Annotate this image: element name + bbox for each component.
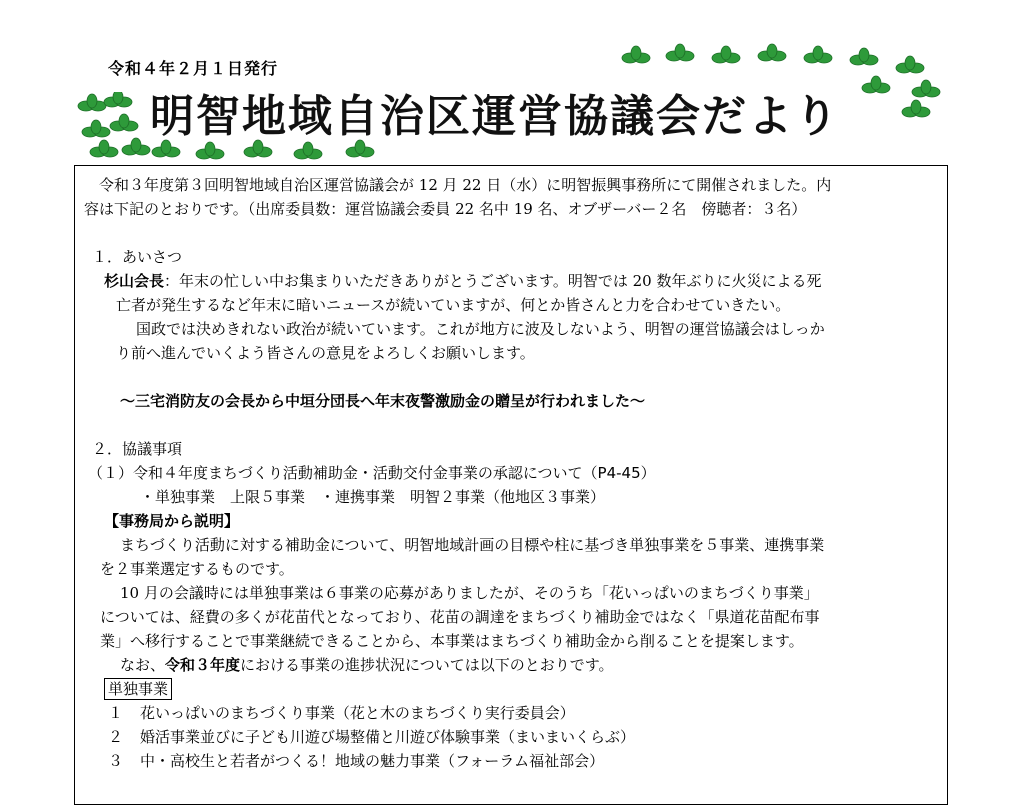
explain-line: まちづくり活動に対する補助金について、明智地域計画の目標や柱に基づき単独事業を５事業、連携事業 [120,536,825,554]
explain-line: 業」へ移行することで事業継続できることから、本事業はまちづくり補助金から削ることを提案します。 [100,632,804,650]
list-item-text: 中・高校生と若者がつくる！地域の魅力事業（フォーラム福祉部会） [140,752,605,770]
intro-line: 容は下記のとおりです。（出席委員数：運営協議会委員 22 名中 19 名、オブザーバー２名 傍聴者：３名） [84,200,807,218]
explain-line: 10 月の会議時には単独事業は６事業の応募がありましたが、そのうち「花いっぱいのまちづくり事業」 [120,584,819,602]
explain-heading: 【事務局から説明】 [104,512,240,530]
explain-text: なお、 [120,656,166,674]
newsletter-body [84,173,944,773]
list-item-number: ２ [108,728,124,746]
explain-line: については、経費の多くが花苗代となっており、花苗の調達をまちづくり補助金ではなく「県道花苗配布事 [100,608,820,626]
project-list [84,701,944,773]
section-heading-greeting: １．あいさつ [92,248,183,266]
agenda-item-sub: ・単独事業 上限５事業 ・連携事業 明智２事業（他地区３事業） [140,488,606,506]
greeting-text: ：年末の忙しい中お集まりいただきありがとうございます。明智では 20 数年ぶりに火災による死 [164,272,822,290]
list-item-text: 花いっぱいのまちづくり事業（花と木のまちづくり実行委員会） [140,704,575,722]
intro-line: 令和３年度第３回明智地域自治区運営協議会が 12 月 22 日（水）に明智振興事務所にて開催されました。内 [99,176,832,194]
list-heading-single-projects: 単独事業 [104,678,172,700]
list-item-number: ３ [108,752,124,770]
list-item [84,701,944,725]
notice-line: ～三宅消防友の会長から中垣分団長へ年末夜警激励金の贈呈が行われました～ [120,392,646,410]
greeting-line: り前へ進んでいくよう皆さんの意見をよろしくお願いします。 [116,344,535,362]
section-heading-discussion: ２．協議事項 [92,440,183,458]
speaker-name: 杉山会長 [104,272,165,290]
greeting-line [84,269,944,293]
agenda-item-title: （１）令和４年度まちづくり活動補助金・活動交付金事業の承認について（P4-45） [88,464,656,482]
list-item-number: １ [108,704,124,722]
fiscal-year-bold: 令和３年度 [165,656,241,674]
greeting-line: 亡者が発生するなど年末に暗いニュースが続いていますが、何とか皆さんと力を合わせていきたい。 [116,296,791,314]
explain-line [84,653,944,677]
list-item-text: 婚活事業並びに子ども川遊び場整備と川遊び体験事業（まいまいくらぶ） [140,728,636,746]
list-item [84,725,944,749]
newsletter-title: 明智地域自治区運営協議会だより [150,91,840,142]
greeting-line: 国政では決めきれない政治が続いています。これが地方に波及しないよう、明智の運営協議会はしっか [136,320,825,338]
list-item [84,749,944,773]
explain-line: を２事業選定するものです。 [100,560,294,578]
issue-date: 令和４年２月１日発行 [108,59,279,78]
explain-text: における事業の進捗状況については以下のとおりです。 [240,656,614,674]
